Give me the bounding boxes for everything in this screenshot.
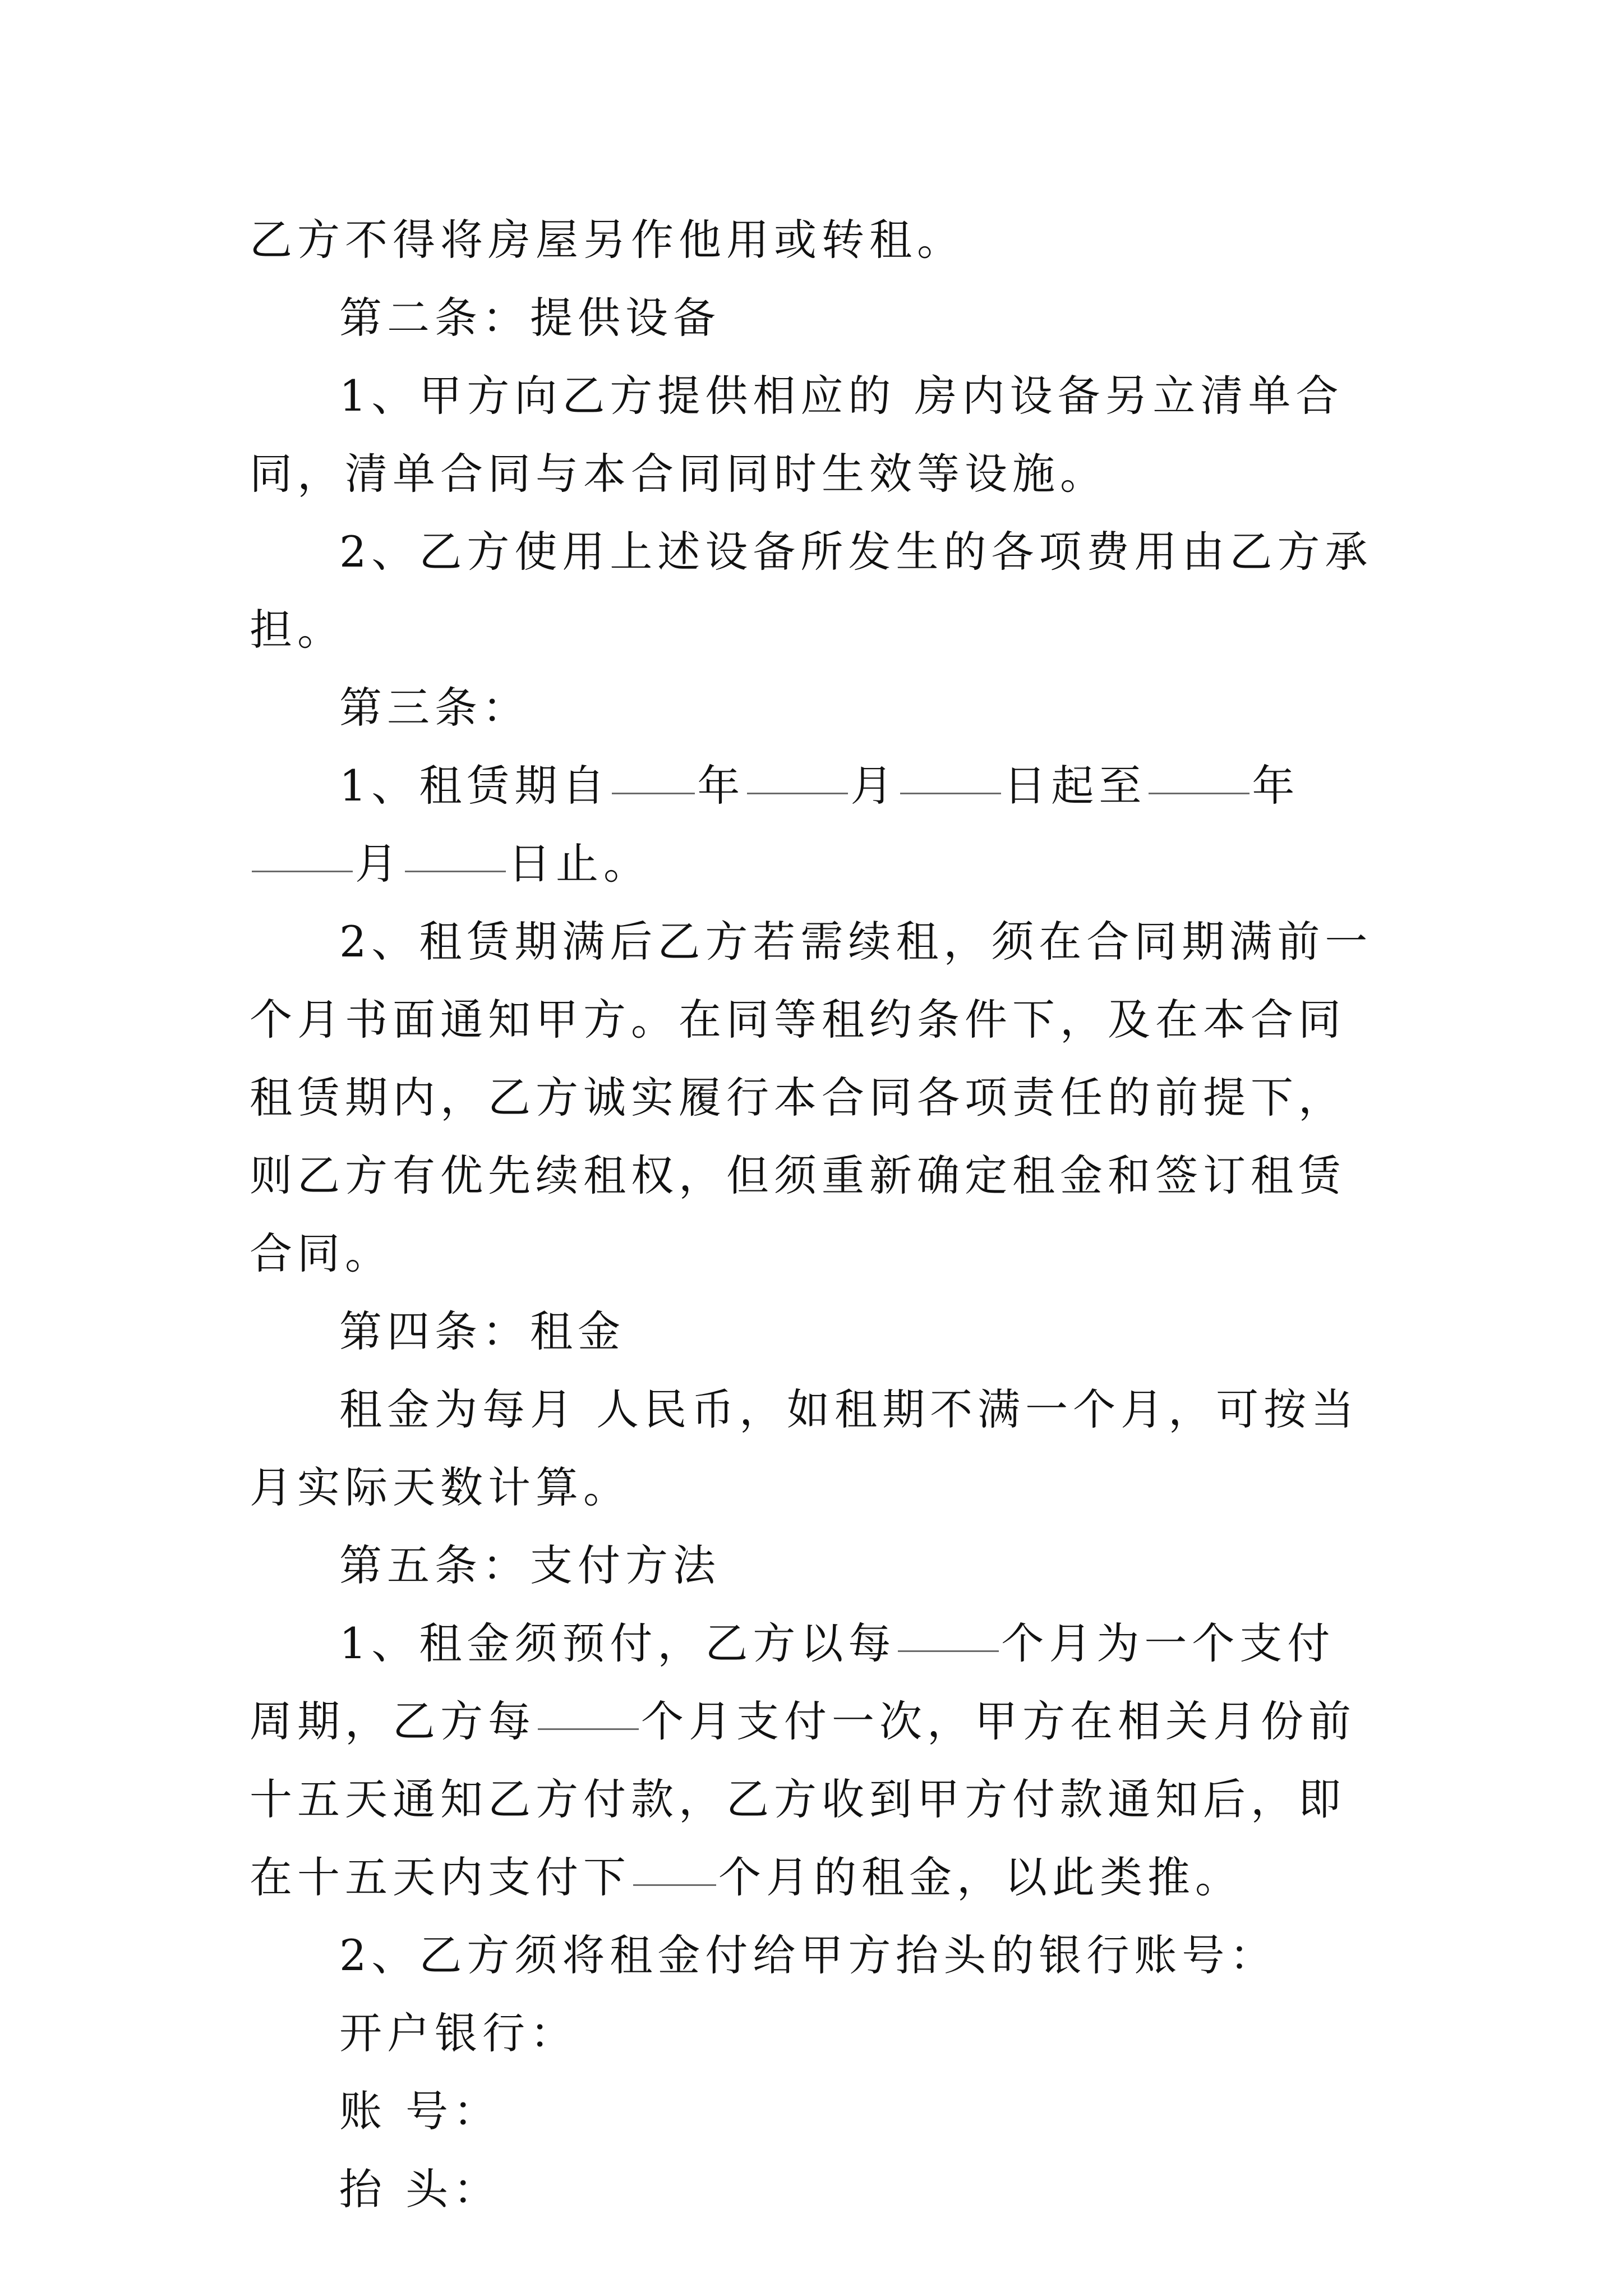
lease-term-text-7: 日止。 (508, 839, 651, 889)
blank-end-day (405, 870, 506, 872)
lease-term-text-4: 日起至 (1003, 761, 1147, 811)
lease-term-text-1: 1、租赁期自 (339, 761, 610, 811)
lease-term-text-5: 年 (1252, 761, 1300, 811)
blank-payment-cycle (898, 1650, 999, 1652)
contract-text-body (250, 201, 1374, 2228)
account-holder-label: 抬 头： (339, 2164, 501, 2214)
blank-end-month (252, 870, 353, 872)
payment-text-1: 1、租金须预付，乙方以每 (339, 1618, 896, 1668)
blank-start-year (612, 792, 695, 794)
article-5-heading: 第五条：支付方法 (339, 1540, 721, 1590)
account-number-label: 账 号： (339, 2086, 501, 2136)
lease-term-text-6: 月 (355, 839, 403, 889)
article-3-clause-2: 2、租赁期满后乙方若需续租，须在合同期满前一个月书面通知甲方。在同等租约条件下，及在本合同租赁期内，乙方诚实履行本合同各项责任的前提下，则乙方有优先续租权，但须重新确定租金和签订租赁合同。 (250, 917, 1373, 1278)
article-5-clause-2: 2、乙方须将租金付给甲方抬头的银行账号： (339, 1930, 1278, 1980)
article-3-heading: 第三条： (339, 683, 530, 733)
article-3-clause-1 (250, 747, 1374, 903)
lease-term-text-3: 月 (850, 761, 898, 811)
blank-end-year (1149, 792, 1249, 794)
paragraph-no-sublease: 乙方不得将房屋另作他用或转租。 (250, 215, 965, 265)
article-2-heading: 第二条：提供设备 (339, 293, 721, 343)
payment-text-4: 个月的租金，以此类推。 (718, 1852, 1243, 1902)
blank-start-month (747, 792, 848, 794)
bank-name-label: 开户银行： (339, 2008, 578, 2058)
article-2-clause-1: 1、甲方向乙方提供相应的 房内设备另立清单合同，清单合同与本合同同时生效等设施。 (250, 371, 1344, 499)
blank-months-ahead (633, 1884, 716, 1886)
article-4-heading: 第四条：租金 (339, 1306, 625, 1356)
lease-term-text-2: 年 (697, 761, 745, 811)
article-4-rent-amount: 租金为每月 人民币，如租期不满一个月，可按当月实际天数计算。 (250, 1384, 1359, 1512)
blank-start-day (900, 792, 1001, 794)
article-2-clause-2: 2、乙方使用上述设备所发生的各项费用由乙方承担。 (250, 527, 1373, 655)
payment-text-3: 个月支付一次，甲方在相关月份前十五天通知乙方付款，乙方收到甲方付款通知后，即在十五天内支付下 (250, 1696, 1356, 1902)
payment-text-2: 个月为一个支付周期，乙方每 (250, 1618, 1335, 1746)
blank-payment-frequency (538, 1728, 639, 1730)
article-5-clause-1 (250, 1604, 1374, 1916)
